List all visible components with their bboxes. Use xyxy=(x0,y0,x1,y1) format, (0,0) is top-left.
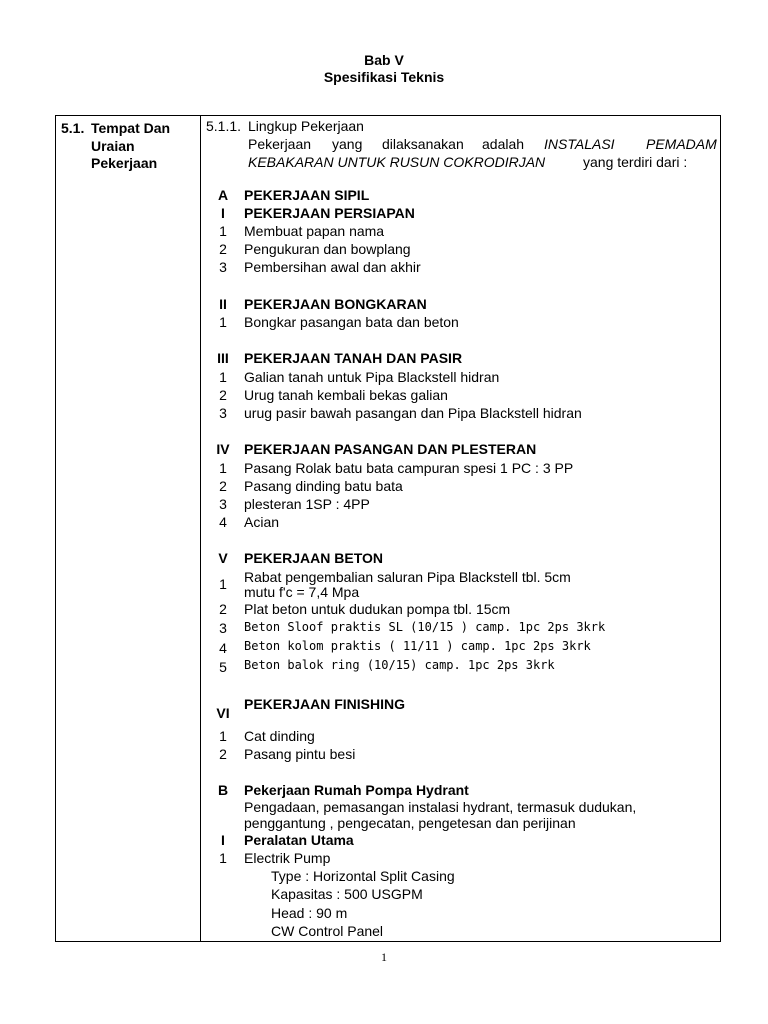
item-number: 1 xyxy=(219,576,227,592)
item-number: 2 xyxy=(219,478,227,494)
item-text: Pasang Rolak batu bata campuran spesi 1 PC : 3 PP xyxy=(244,460,574,476)
item-number: 2 xyxy=(219,601,227,617)
intro-project-name: KEBAKARAN UNTUK RUSUN COKRODIRJAN xyxy=(248,154,546,170)
item-number: 2 xyxy=(219,387,227,403)
page-number: 1 xyxy=(381,950,387,964)
subsection-title: PEKERJAAN PERSIAPAN xyxy=(244,205,415,221)
left-section-title xyxy=(91,120,195,173)
group-letter: A xyxy=(217,187,229,203)
subsection-roman: II xyxy=(219,296,227,312)
item-text: Urug tanah kembali bekas galian xyxy=(244,387,448,403)
group-title: PEKERJAAN SIPIL xyxy=(244,187,370,203)
item-text: Pasang dinding batu bata xyxy=(244,478,403,494)
item-text: Bongkar pasangan bata dan beton xyxy=(244,314,459,330)
item-text-continuation: mutu f'c = 7,4 Mpa xyxy=(244,584,360,600)
intro-word: Pekerjaan xyxy=(248,136,312,152)
item-text: Electrik Pump xyxy=(244,850,331,866)
intro-word: dilaksanakan xyxy=(382,136,464,152)
spec-line: CW Control Panel xyxy=(271,923,384,939)
item-text: Beton kolom praktis ( 11/11 ) camp. 1pc 2ps 3krk xyxy=(244,639,591,653)
left-title-line: Pekerjaan xyxy=(91,155,158,171)
item-number: 3 xyxy=(219,496,227,512)
item-text: Pasang pintu besi xyxy=(244,746,356,762)
spec-line: Type : Horizontal Split Casing xyxy=(271,868,455,884)
item-number: 5 xyxy=(219,659,227,675)
item-text: Cat dinding xyxy=(244,728,315,744)
item-text: Galian tanah untuk Pipa Blackstell hidran xyxy=(244,369,500,385)
subsection-roman: I xyxy=(221,205,225,221)
subsection-roman: VI xyxy=(216,705,230,721)
intro-word-italic: PEMADAM xyxy=(646,136,717,152)
item-number: 1 xyxy=(219,314,227,330)
item-number: 1 xyxy=(219,460,227,476)
item-text: Beton balok ring (10/15) camp. 1pc 2ps 3krk xyxy=(244,658,555,672)
chapter-heading: Bab V xyxy=(364,52,404,68)
column-divider xyxy=(200,116,201,941)
subsection-roman: III xyxy=(217,350,229,366)
item-text: Acian xyxy=(244,514,280,530)
group-description: Pengadaan, pemasangan instalasi hydrant, termasuk dudukan, xyxy=(244,799,637,815)
item-text: Rabat pengembalian saluran Pipa Blackstell tbl. 5cm xyxy=(244,569,571,585)
subsection-roman: IV xyxy=(216,441,230,457)
left-section-number: 5.1. xyxy=(61,120,85,136)
left-title-line: Tempat Dan xyxy=(91,120,171,136)
subsection-roman: V xyxy=(218,550,228,566)
item-text: urug pasir bawah pasangan dan Pipa Blackstell hidran xyxy=(244,405,582,421)
item-text: Pembersihan awal dan akhir xyxy=(244,259,421,275)
group-letter: B xyxy=(217,782,229,798)
item-number: 1 xyxy=(219,369,227,385)
section-title: Lingkup Pekerjaan xyxy=(248,118,364,134)
item-text: Plat beton untuk dudukan pompa tbl. 15cm xyxy=(244,601,511,617)
group-title: Pekerjaan Rumah Pompa Hydrant xyxy=(244,782,469,798)
subsection-title: PEKERJAAN BETON xyxy=(244,550,383,566)
item-number: 4 xyxy=(219,514,227,530)
subsection-title: PEKERJAAN FINISHING xyxy=(244,696,406,712)
document-title: Spesifikasi Teknis xyxy=(323,69,445,85)
item-number: 1 xyxy=(219,850,227,866)
item-number: 1 xyxy=(219,223,227,239)
subsection-title: PEKERJAAN PASANGAN DAN PLESTERAN xyxy=(244,441,537,457)
item-number: 3 xyxy=(219,405,227,421)
item-text: Pengukuran dan bowplang xyxy=(244,241,411,257)
left-title-line: Uraian xyxy=(91,137,135,154)
item-number: 2 xyxy=(219,746,227,762)
item-number: 1 xyxy=(219,728,227,744)
group-description: penggantung , pengecatan, pengetesan dan perijinan xyxy=(244,815,576,831)
item-number: 2 xyxy=(219,241,227,257)
spec-line: Kapasitas : 500 USGPM xyxy=(271,886,423,902)
item-number: 3 xyxy=(219,620,227,636)
item-text: Membuat papan nama xyxy=(244,223,385,239)
section-number: 5.1.1. xyxy=(206,118,242,134)
spec-line: Head : 90 m xyxy=(271,905,348,921)
item-number: 3 xyxy=(219,259,227,275)
subsection-roman: I xyxy=(221,832,225,848)
subsection-title: PEKERJAAN TANAH DAN PASIR xyxy=(244,350,463,366)
intro-word: adalah xyxy=(482,136,525,152)
subsection-title: PEKERJAAN BONGKARAN xyxy=(244,296,427,312)
item-text: Beton Sloof praktis SL (10/15 ) camp. 1pc 2ps 3krk xyxy=(244,620,606,634)
subsection-title: Peralatan Utama xyxy=(244,832,354,848)
item-number: 4 xyxy=(219,640,227,656)
intro-continuation: yang terdiri dari : xyxy=(583,154,688,170)
item-text: plesteran 1SP : 4PP xyxy=(244,496,370,512)
intro-word: yang xyxy=(332,136,363,152)
intro-word-italic: INSTALASI xyxy=(544,136,615,152)
